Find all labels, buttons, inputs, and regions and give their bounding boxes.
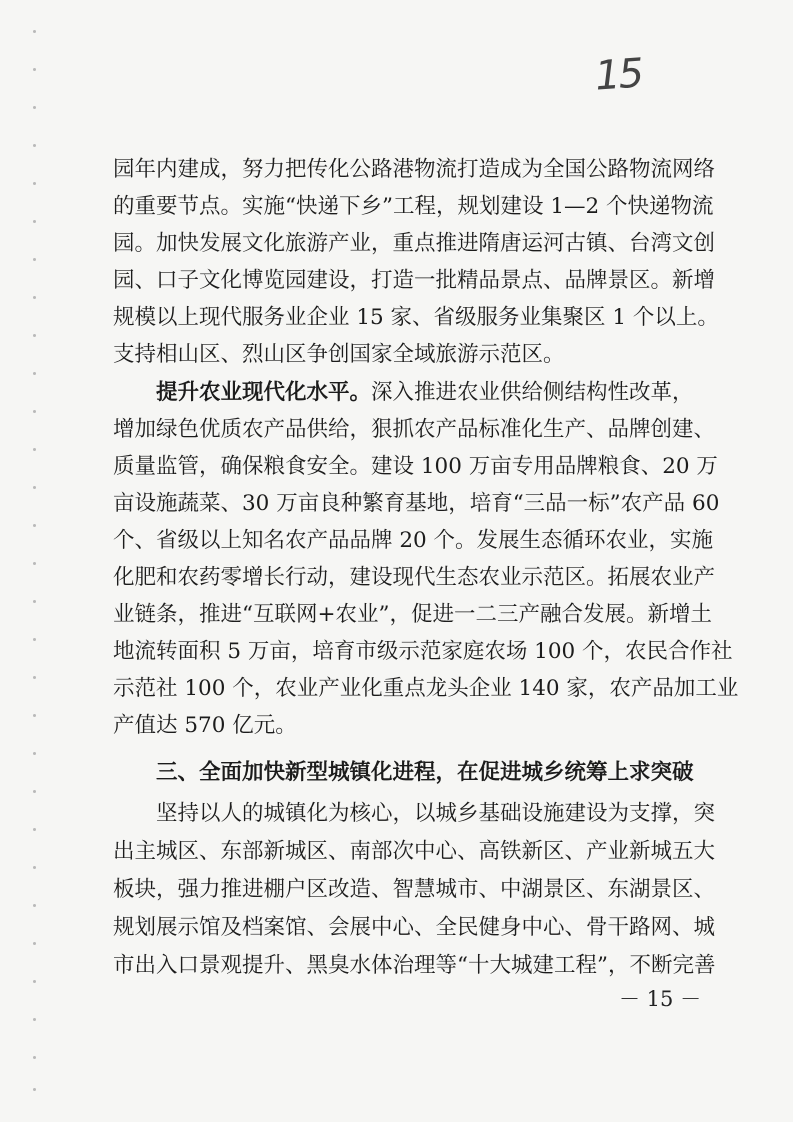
text-line: 出主城区、东部新城区、南部次中心、高铁新区、产业新城五大 xyxy=(113,839,716,864)
text-line: 亩设施蔬菜、30 万亩良种繁育基地，培育“三品一标”农产品 60 xyxy=(113,491,720,516)
text-line: 个、省级以上知名农产品品牌 20 个。发展生态循环农业，实施 xyxy=(113,528,714,553)
text-line: 业链条，推进“互联网+农业”，促进一二三产融合发展。新增土 xyxy=(113,602,713,627)
handwritten-page-number: 15 xyxy=(593,50,644,100)
text-line: 的重要节点。实施“快递下乡”工程，规划建设 1—2 个快递物流 xyxy=(113,194,714,219)
paragraph-first-line xyxy=(156,379,694,407)
inline-heading: 提升农业现代化水平。 xyxy=(156,380,372,405)
text-line: 坚持以人的城镇化为核心，以城乡基础设施建设为支撑，突 xyxy=(156,801,716,826)
binding-holes xyxy=(30,30,40,1090)
text-line: 板块，强力推进棚户区改造、智慧城市、中湖景区、东湖景区、 xyxy=(113,877,716,902)
text-line: 园年内建成，努力把传化公路港物流打造成为全国公路物流网络 xyxy=(113,157,716,182)
text-line: 产值达 570 亿元。 xyxy=(113,713,297,738)
text-line: 园、口子文化博览园建设，打造一批精品景点、品牌景区。新增 xyxy=(113,268,716,293)
inline-text: 深入推进农业供给侧结构性改革， xyxy=(371,380,694,405)
text-line: 市出入口景观提升、黑臭水体治理等“十大城建工程”，不断完善 xyxy=(113,953,716,978)
text-line: 支持相山区、烈山区争创国家全域旅游示范区。 xyxy=(113,342,565,367)
text-line: 增加绿色优质农产品供给，狠抓农产品标准化生产、品牌创建、 xyxy=(113,417,716,442)
text-line: 地流转面积 5 万亩，培育市级示范家庭农场 100 个，农民合作社 xyxy=(113,639,733,664)
text-line: 规划展示馆及档案馆、会展中心、全民健身中心、骨干路网、城 xyxy=(113,915,716,940)
page-number: － 15 － xyxy=(619,987,702,1011)
text-line: 规模以上现代服务业企业 15 家、省级服务业集聚区 1 个以上。 xyxy=(113,305,719,330)
text-line: 化肥和农药零增长行动，建设现代生态农业示范区。拓展农业产 xyxy=(113,565,716,590)
text-line: 园。加快发展文化旅游产业，重点推进隋唐运河古镇、台湾文创 xyxy=(113,231,716,256)
text-line: 质量监管，确保粮食安全。建设 100 万亩专用品牌粮食、20 万 xyxy=(113,454,718,479)
text-line: 示范社 100 个，农业产业化重点龙头企业 140 家，农产品加工业 xyxy=(113,676,739,701)
section-heading: 三、全面加快新型城镇化进程，在促进城乡统筹上求突破 xyxy=(156,760,694,785)
